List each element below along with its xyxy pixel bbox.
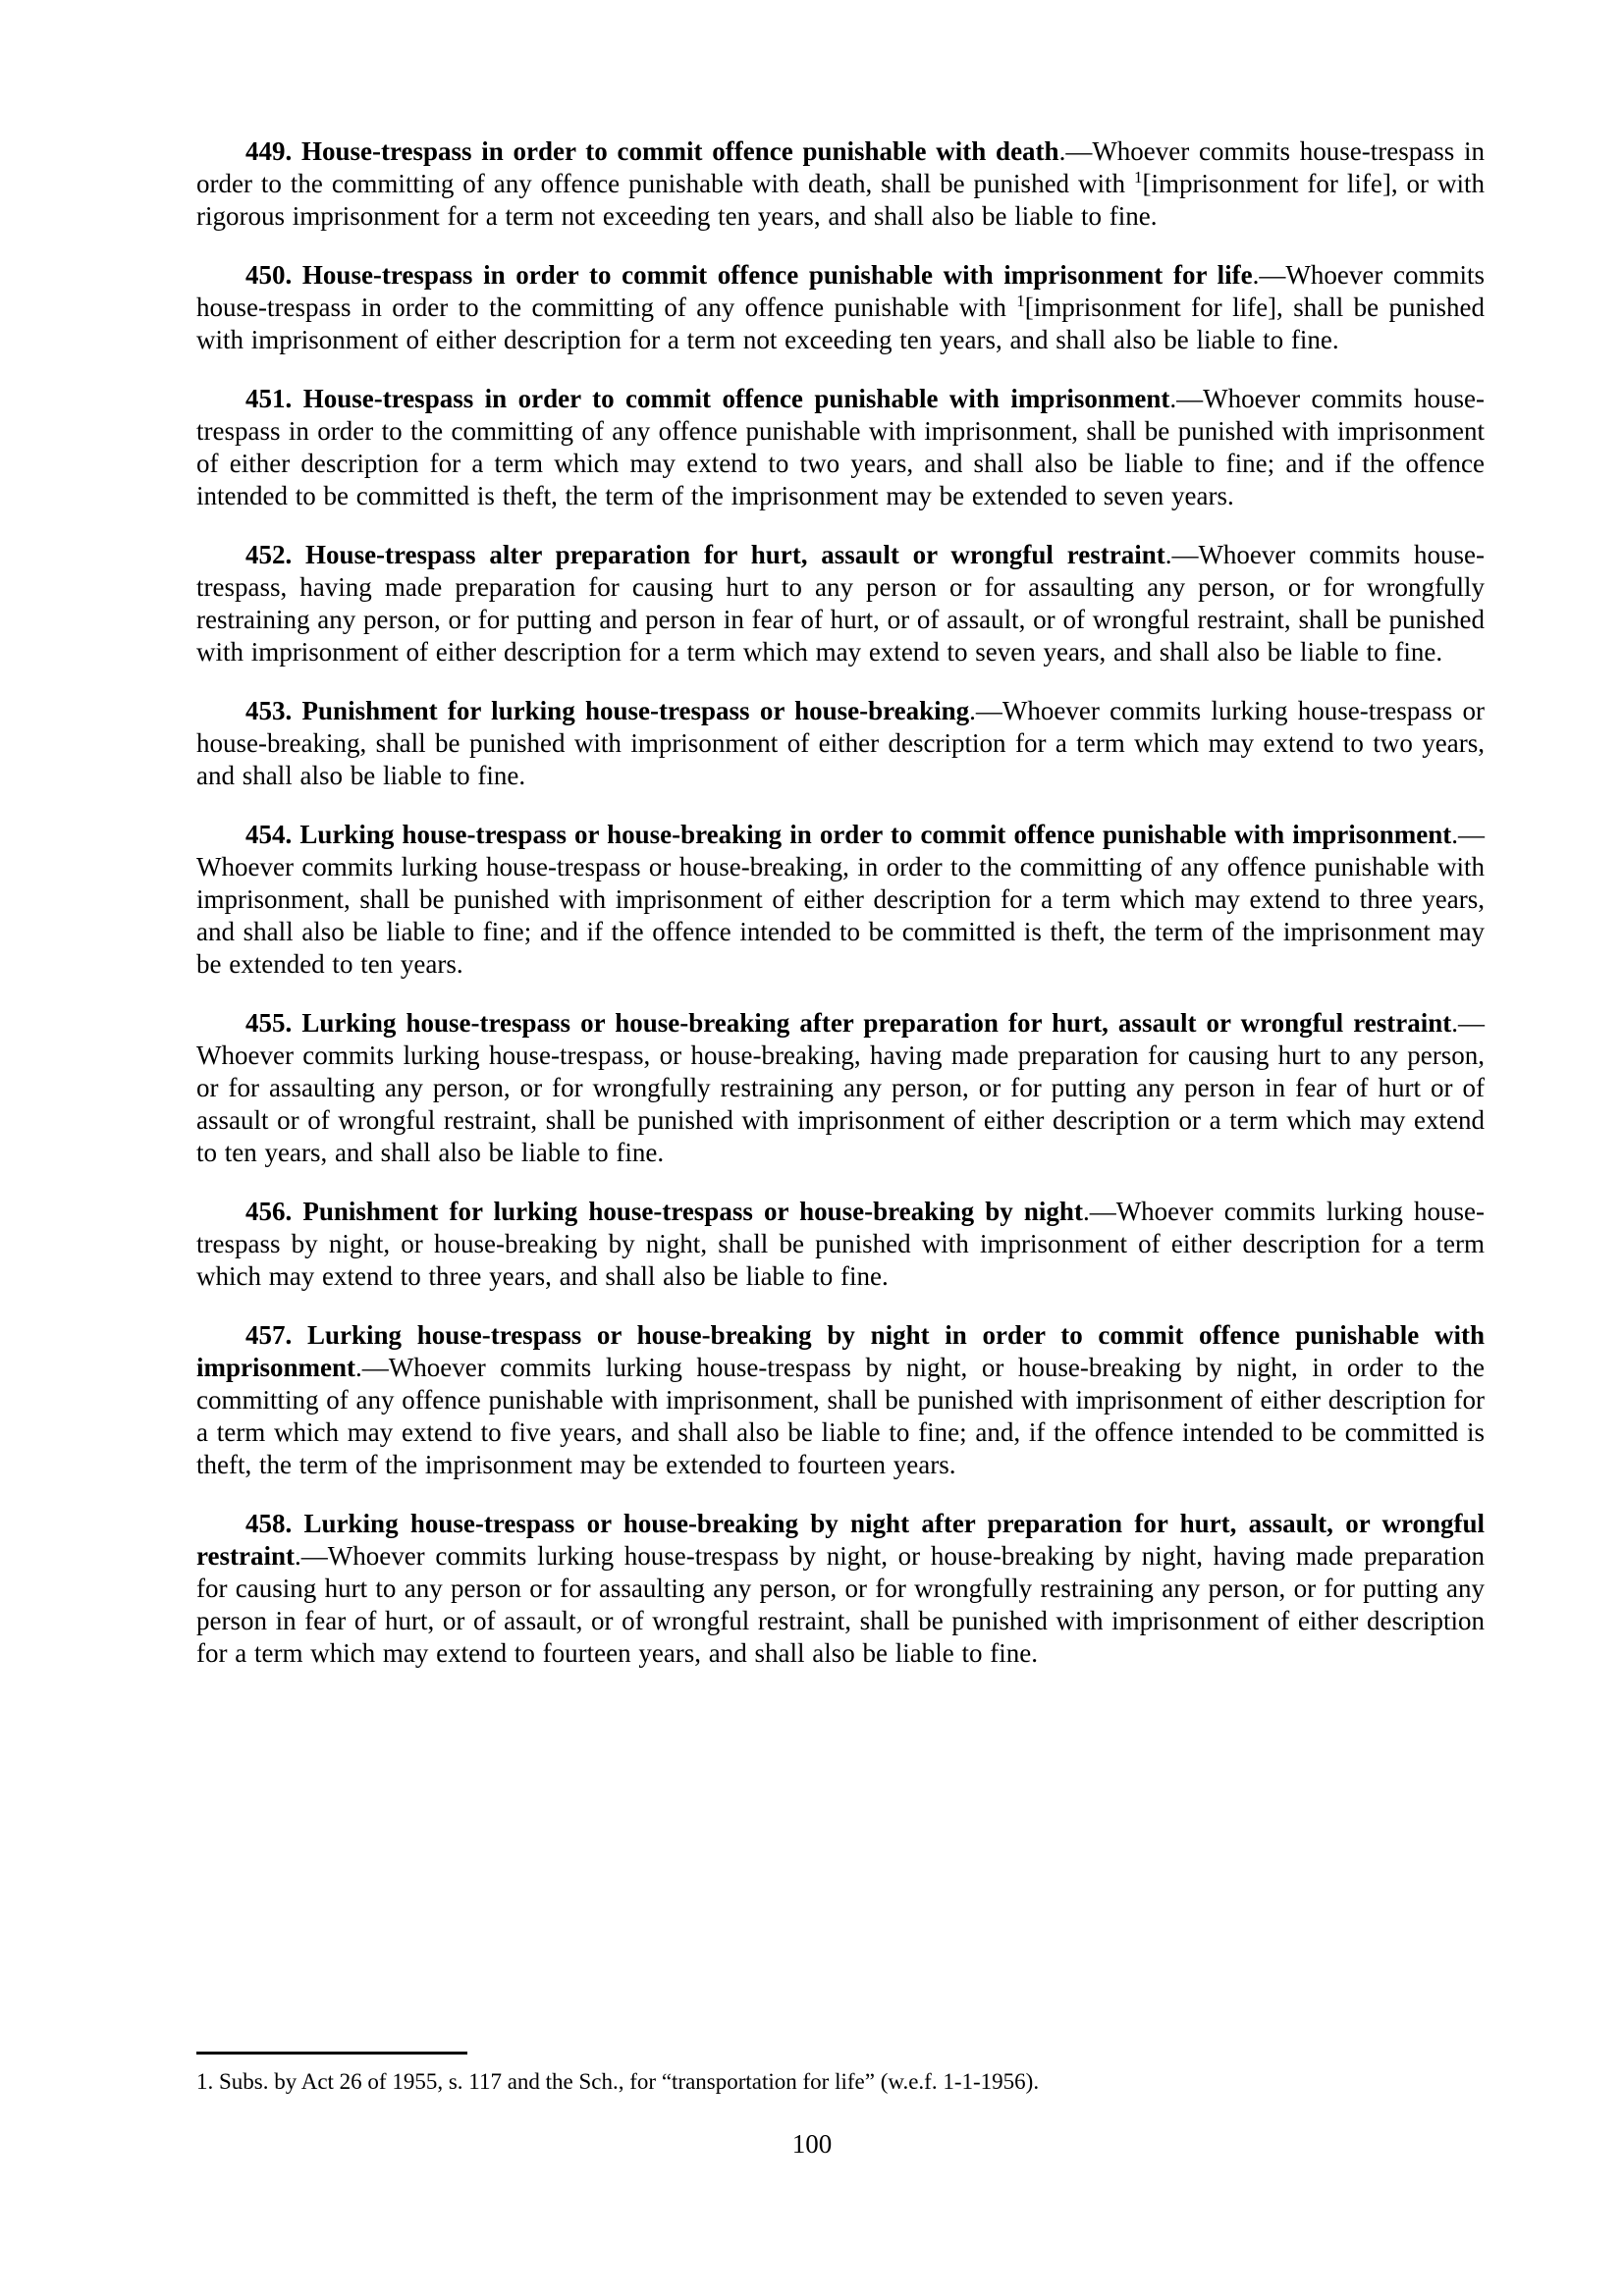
footnote-area bbox=[196, 2052, 1485, 2096]
section-453-text: Whoever commits lurking house-trespass or house-breaking, shall be punished with imprisonment of either description for a term which may extend to two years, and shall also be liable to fine. bbox=[196, 696, 1486, 790]
document-body bbox=[196, 135, 1485, 1696]
section-450-text-cont: [imprisonment for life], shall be punished with imprisonment of either description for a term not exceeding ten years, and shall also be liable to fine. bbox=[196, 293, 1485, 354]
section-449-text-cont: [imprisonment for life], or with rigorous imprisonment for a term not exceeding ten years, and shall also be liable to fine. bbox=[196, 169, 1485, 231]
em-dash: .— bbox=[294, 1541, 328, 1571]
section-449 bbox=[196, 135, 1485, 233]
section-453 bbox=[196, 695, 1485, 792]
section-458 bbox=[196, 1508, 1485, 1670]
section-454-text: Whoever commits lurking house-trespass or house-breaking, in order to the committing of any offence punishable with imprisonment, shall be punished with imprisonment of either description for a term which may extend to three years, and shall also be liable to fine; and if the offence intended to be committed is theft, the term of the imprisonment may be extended to ten years. bbox=[196, 852, 1485, 979]
section-452-title: 452. House-trespass alter preparation for hurt, assault or wrongful restraint bbox=[245, 540, 1165, 569]
section-449-text: Whoever commits house-trespass in order to the committing of any offence punishable with death, shall be punished with bbox=[196, 136, 1486, 198]
em-dash: .— bbox=[355, 1353, 389, 1382]
section-457-text: Whoever commits lurking house-trespass by night, or house-breaking by night, in order to the committing of any offence punishable with imprisonment, shall be punished with imprisonment of either description for a term which may extend to five years, and shall also be liable to fine; and, if the offence intended to be committed is theft, the term of the imprisonment may be extended to fourteen years. bbox=[196, 1353, 1485, 1479]
section-453-title: 453. Punishment for lurking house-trespass or house-breaking bbox=[245, 696, 970, 725]
em-dash: .— bbox=[1169, 384, 1204, 413]
section-456 bbox=[196, 1196, 1485, 1293]
section-455 bbox=[196, 1007, 1485, 1169]
section-458-title: 458. Lurking house-trespass or house-breaking by night after preparation for hurt, assault, or wrongful restraint bbox=[196, 1509, 1485, 1571]
section-450-text: Whoever commits house-trespass in order to the committing of any offence punishable with bbox=[196, 260, 1485, 322]
em-dash: .— bbox=[1451, 1008, 1485, 1038]
em-dash: .— bbox=[1058, 136, 1093, 166]
page-number: 100 bbox=[791, 2129, 833, 2159]
section-455-title: 455. Lurking house-trespass or house-breaking after preparation for hurt, assault or wrongful restraint bbox=[245, 1008, 1452, 1038]
section-450-title: 450. House-trespass in order to commit offence punishable with imprisonment for life bbox=[245, 260, 1253, 290]
section-457 bbox=[196, 1319, 1485, 1481]
em-dash: .— bbox=[1082, 1197, 1116, 1226]
section-455-text: Whoever commits lurking house-trespass, or house-breaking, having made preparation for causing hurt to any person, or for assaulting any person, or for wrongfully restraining any person, or for putting any person in fear of hurt or of assault or of wrongful restraint, shall be punished with imprisonment of either description or a term which may extend to ten years, and shall also be liable to fine. bbox=[196, 1041, 1485, 1167]
footnote-ref-1: 1 bbox=[1133, 168, 1143, 187]
section-451 bbox=[196, 383, 1485, 512]
section-456-title: 456. Punishment for lurking house-trespass or house-breaking by night bbox=[245, 1197, 1083, 1226]
footnote-ref-1: 1 bbox=[1016, 292, 1025, 310]
footnote-text: 1. Subs. by Act 26 of 1955, s. 117 and the Sch., for “transportation for life” (w.e.f. 1-1-1956). bbox=[196, 2069, 1040, 2094]
section-456-text: Whoever commits lurking house-trespass by night, or house-breaking by night, shall be punished with imprisonment of either description for a term which may extend to three years, and shall also be liable to fine. bbox=[196, 1197, 1485, 1291]
em-dash: .— bbox=[1451, 820, 1485, 849]
em-dash: .— bbox=[969, 696, 1002, 725]
section-451-text: Whoever commits house-trespass in order to the committing of any offence punishable with imprisonment, shall be punished with imprisonment of either description for a term which may extend to two years, and shall also be liable to fine; and if the offence intended to be committed is theft, the term of the imprisonment may be extended to seven years. bbox=[196, 384, 1485, 510]
section-450 bbox=[196, 259, 1485, 356]
section-458-text: Whoever commits lurking house-trespass by night, or house-breaking by night, having made preparation for causing hurt to any person or for assaulting any person, or for wrongfully restraining any person, or for putting any person in fear of hurt, or of assault, or of wrongful restraint, shall be punished with imprisonment of either description for a term which may extend to fourteen years, and shall also be liable to fine. bbox=[196, 1541, 1485, 1668]
section-452 bbox=[196, 539, 1485, 668]
section-454-title: 454. Lurking house-trespass or house-breaking in order to commit offence punishable with imprisonment bbox=[245, 820, 1452, 849]
footnote-separator bbox=[196, 2052, 467, 2055]
section-454 bbox=[196, 819, 1485, 981]
section-452-text: Whoever commits house-trespass, having made preparation for causing hurt to any person or for assaulting any person, or for wrongfully restraining any person, or for putting and person in fear of hurt, or of assault, or of wrongful restraint, shall be punished with imprisonment of either description for a term which may extend to seven years, and shall also be liable to fine. bbox=[196, 540, 1485, 667]
section-449-title: 449. House-trespass in order to commit offence punishable with death bbox=[245, 136, 1059, 166]
em-dash: .— bbox=[1164, 540, 1199, 569]
section-457-title: 457. Lurking house-trespass or house-breaking by night in order to commit offence punishable with imprisonment bbox=[196, 1320, 1485, 1382]
section-451-title: 451. House-trespass in order to commit offence punishable with imprisonment bbox=[245, 384, 1170, 413]
em-dash: .— bbox=[1252, 260, 1286, 290]
